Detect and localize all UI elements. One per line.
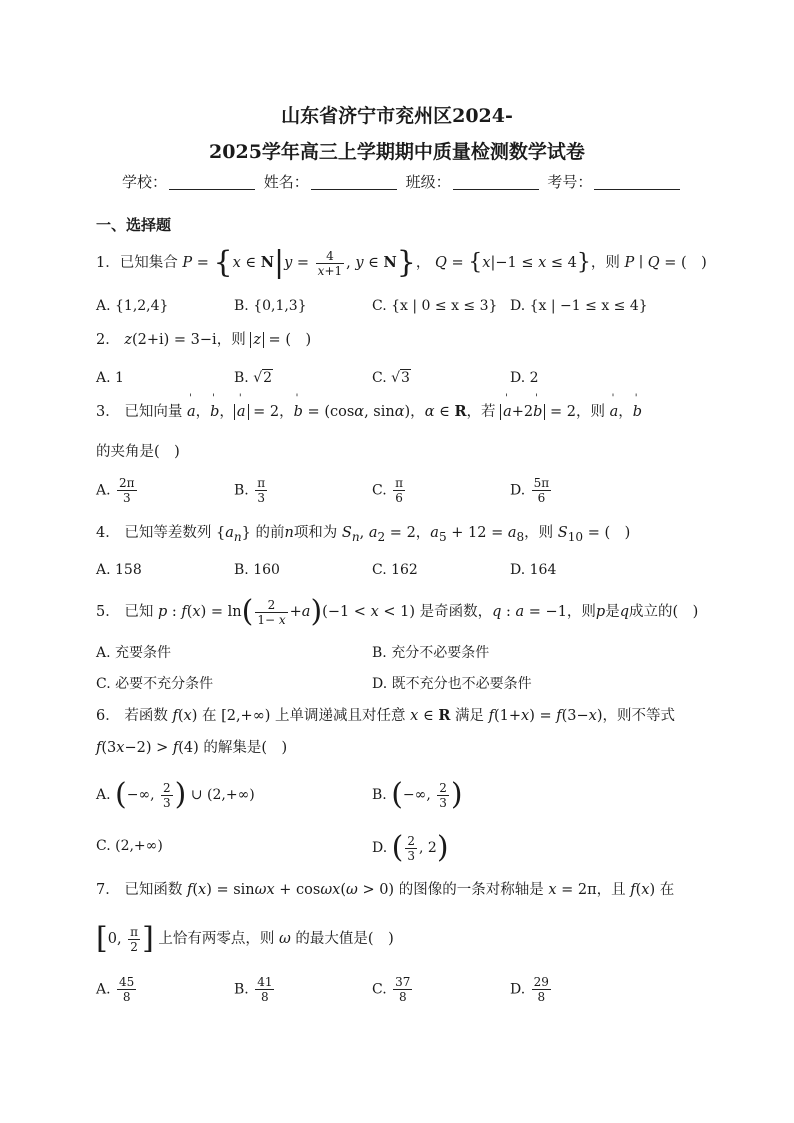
question-text: 已知集合	[119, 255, 178, 271]
question-3-continued: 的夹角是( )	[96, 444, 180, 460]
question-6	[96, 709, 675, 724]
option-d[interactable]: D. 2	[510, 370, 539, 386]
option-a[interactable]: A. $\frac{45}{8}$	[96, 975, 135, 1004]
option-c[interactable]: C. {x | 0 ≤ x ≤ 3}	[372, 298, 498, 314]
name-blank[interactable]	[311, 174, 397, 190]
question-2	[96, 333, 311, 348]
question-7-continued: [0, $\frac{\pi}{2}$ ] 上恰有两零点，则 ω 的最大值是( )	[96, 921, 394, 956]
option-a[interactable]: A. {1,2,4}	[96, 298, 169, 314]
question-5	[96, 594, 699, 629]
question-number: 1．	[96, 255, 120, 271]
question-7	[96, 883, 674, 898]
formula: 已知函数 f(x) = sinωx + cosωx(ω > 0) 的图像的一条对称轴是 x = 2π，且 f(x) 在	[124, 882, 675, 898]
exam-number-blank[interactable]	[594, 174, 680, 190]
exam-title-line1: 山东省济宁市兖州区2024-	[281, 105, 513, 127]
formula: 已知 p : f(x) = ln( $\frac{2}{1- x}$ +a)(−1 < x < 1) 是奇函数，q : a = −1，则p是q成立的( )	[124, 594, 699, 629]
question-4	[96, 526, 630, 543]
option-b[interactable]: B. 充分不必要条件	[372, 645, 490, 661]
option-d[interactable]: D. $\frac{29}{8}$	[510, 975, 549, 1004]
question-number: 6．	[96, 708, 120, 724]
question-number: 3．	[96, 404, 120, 420]
option-a[interactable]: A. (−∞, $\frac{2}{3}$ ) ∪ (2,+∞)	[96, 777, 255, 812]
exam-number-label: 考号：	[547, 173, 593, 191]
option-c[interactable]: C. $\frac{\pi}{6}$	[372, 476, 404, 505]
option-c[interactable]: C. 162	[372, 562, 418, 578]
option-c[interactable]: C. √3	[372, 370, 410, 386]
formula: P = {x ∈ N|y = $\frac{4}{x+1}$ , y ∈ N}， Q = {x|−1 ≤ x ≤ 4}，则 P ∣ Q = ( )	[182, 245, 707, 280]
school-blank[interactable]	[169, 174, 255, 190]
formula: 已知等差数列 $\{a_n\}$ 的前n项和为 $S_n$, $a_2 = 2$，$a_5 + 12 = a_8$，则 $S_{10}$ = ( )	[124, 525, 631, 544]
question-number: 4．	[96, 525, 120, 541]
option-a[interactable]: A. 充要条件	[96, 645, 172, 661]
question-3	[96, 405, 642, 420]
option-d[interactable]: D. 既不充分也不必要条件	[372, 676, 532, 692]
school-label: 学校：	[122, 173, 168, 191]
option-b[interactable]: B. {0,1,3}	[234, 298, 307, 314]
question-6-continued: f(3x−2) > f(4) 的解集是( )	[96, 740, 288, 756]
formula: 若函数 f(x) 在 [2,+∞) 上单调递减且对任意 x ∈ R 满足 f(1+x) = f(3−x)，则不等式	[124, 707, 676, 724]
formula: 已知向量 ' a，' b，' a = 2，' b = (cosα, sinα)，α ∈ R，若 ' a+2' b = 2，则 ' a，' b	[124, 404, 642, 420]
option-a[interactable]: A. $\frac{2\pi}{3}$	[96, 476, 135, 505]
option-d[interactable]: D. ( $\frac{2}{3}$ , 2)	[372, 830, 449, 865]
name-label: 姓名：	[263, 173, 309, 191]
option-d[interactable]: D. {x | −1 ≤ x ≤ 4}	[510, 298, 648, 314]
student-info-row	[122, 171, 684, 192]
option-b[interactable]: B. $\frac{\pi}{3}$	[234, 476, 266, 505]
class-blank[interactable]	[453, 174, 539, 190]
class-label: 班级：	[405, 173, 451, 191]
option-d[interactable]: D. 164	[510, 562, 557, 578]
option-d[interactable]: D. $\frac{5\pi}{6}$	[510, 476, 550, 505]
question-number: 2．	[96, 332, 120, 348]
option-a[interactable]: A. 158	[96, 562, 142, 578]
option-c[interactable]: C. 必要不充分条件	[96, 676, 214, 692]
option-b[interactable]: B. 160	[234, 562, 280, 578]
question-number: 7．	[96, 882, 120, 898]
question-number: 5．	[96, 604, 120, 620]
exam-title-line2: 2025学年高三上学期期中质量检测数学试卷	[209, 141, 585, 163]
formula: z(2+i) = 3−i，则 z = ( )	[124, 332, 312, 348]
question-1	[96, 245, 707, 280]
option-c[interactable]: C. $\frac{37}{8}$	[372, 975, 411, 1004]
option-a[interactable]: A. 1	[96, 370, 124, 386]
option-c[interactable]: C. (2,+∞)	[96, 838, 163, 854]
option-b[interactable]: B. (−∞, $\frac{2}{3}$ )	[372, 777, 463, 812]
option-b[interactable]: B. $\frac{41}{8}$	[234, 975, 273, 1004]
section-heading: 一、选择题	[96, 216, 172, 234]
option-b[interactable]: B. √2	[234, 370, 273, 386]
